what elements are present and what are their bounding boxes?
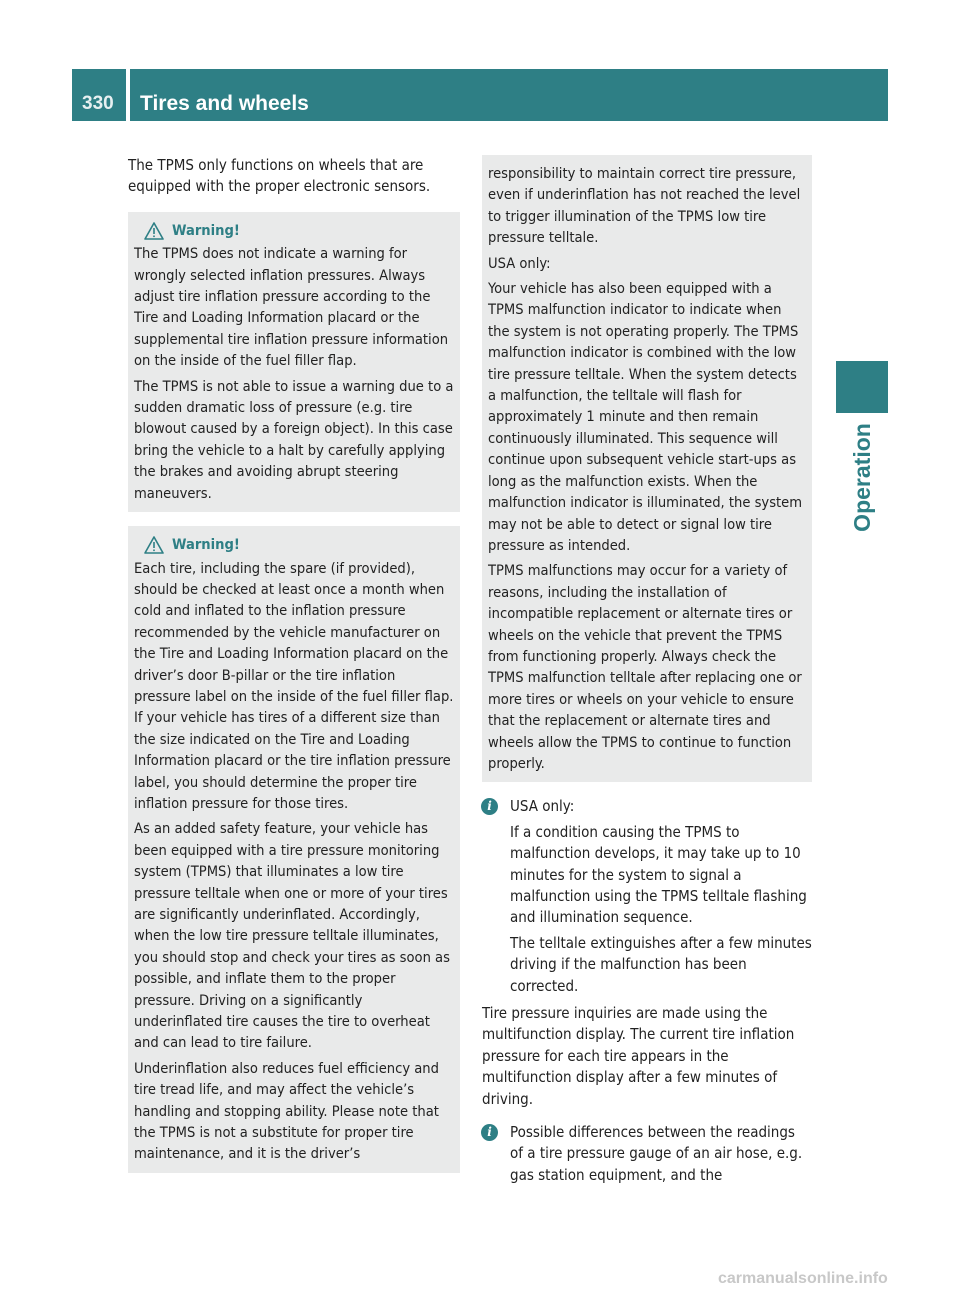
header-separator (126, 69, 130, 121)
warning-box-1 (128, 212, 460, 512)
right-column (482, 155, 812, 1192)
side-tab-label: Operation (848, 422, 875, 532)
warning-triangle-icon (144, 536, 164, 554)
left-column (128, 155, 460, 1187)
warning-title: Warning! (172, 536, 240, 554)
info-line: The telltale extinguishes after a few minutes driving if the malfunction has been corrected. (510, 933, 812, 995)
body-paragraph: Tire pressure inquiries are made using the multifunction display. The current tire inflation pressure for each tire appears in the multifunction display after a few minutes of driving. (482, 1004, 795, 1108)
info-note-2 (482, 1122, 812, 1186)
warning-paragraph: The TPMS does not indicate a warning for wrongly selected inflation pressures. Always adjust tire inflation pressure according to the Tire and Loading Information placard or the supplemental tire inflation pressure information on the inside of the fuel filler flap. (134, 245, 449, 370)
warning-paragraph: Each tire, including the spare (if provided), should be checked at least once a month when cold and inflated to the inflation pressure recommended by the vehicle manufacturer on the Tire and Loading Information placard on the driver’s door B-pillar or the tire inflation pressure label on the inside of the fuel filler flap. If your vehicle has tires of a different size than the size indicated on the Tire and Loading Information placard or the tire inflation pressure label, you should determine the proper tire inflation pressure for those tires. (134, 559, 454, 812)
info-line: If a condition causing the TPMS to malfunction develops, it may take up to 10 minutes for the system to signal a malfunction using the TPMS telltale flashing and illumination sequence. (510, 822, 807, 927)
info-note-1 (482, 796, 812, 997)
info-icon: i (481, 1124, 498, 1141)
intro-paragraph: The TPMS only functions on wheels that are equipped with the proper electronic sensors. (128, 156, 431, 196)
warning-heading (144, 220, 454, 241)
warning-box-continued (482, 155, 812, 782)
watermark: carmanualsonline.info (718, 1270, 888, 1287)
warning-box-2 (128, 526, 460, 1173)
warning-paragraph: As an added safety feature, your vehicle has been equipped with a tire pressure monitoring system (TPMS) that illuminates a low tire pressure telltale when one or more of your tires are significantly underinflated. Accordingly, when the low tire pressure telltale illuminates, you should stop and check your tires as soon as possible, and inflate them to the proper pressure. Driving on a significantly underinflated tire causes the tire to overheat and can lead to tire failure. (134, 820, 450, 1052)
info-body (496, 796, 812, 997)
side-tab-marker (836, 361, 888, 413)
info-line: Possible differences between the readings of a tire pressure gauge of an air hose, e.g. gas station equipment, and the (510, 1123, 803, 1184)
info-line: USA only: (510, 797, 575, 816)
info-body (496, 1122, 812, 1186)
warning-title: Warning! (172, 221, 240, 239)
warning-triangle-icon (144, 222, 164, 240)
warning-paragraph: Your vehicle has also been equipped with a TPMS malfunction indicator to indicate when the system is not operating properly. The TPMS malfunction indicator is combined with the low tire pressure telltale. When the system detects a malfunction, the telltale will flash for approximately 1 minute and then remain continuously illuminated. This sequence will continue upon subsequent vehicle start-ups as long as the malfunction exists. When the malfunction indicator is illuminated, the system may not be able to detect or signal low tire pressure as intended. (488, 280, 803, 554)
warning-paragraph: TPMS malfunctions may occur for a variety of reasons, including the installation of incompatible replacement or alternate tires or wheels on the vehicle that prevent the TPMS from functioning properly. Always check the TPMS malfunction telltale after replacing one or more tires or wheels on your vehicle to ensure that the replacement or alternate tires and wheels allow the TPMS to continue to function properly. (488, 562, 802, 772)
page-number: 330 (82, 93, 114, 114)
warning-paragraph: USA only: (488, 254, 551, 272)
section-title: Tires and wheels (140, 92, 309, 115)
side-tab (836, 414, 888, 540)
warning-paragraph: The TPMS is not able to issue a warning due to a sudden dramatic loss of pressure (e.g. tire blowout caused by a foreign object). In this case bring the vehicle to a halt by carefully applying the brakes and avoiding abrupt steering maneuvers. (134, 377, 454, 502)
warning-paragraph: responsibility to maintain correct tire pressure, even if underinflation has not reached the level to trigger illumination of the TPMS low tire pressure telltale. (488, 165, 801, 247)
info-icon: i (481, 798, 498, 815)
warning-paragraph: Underinflation also reduces fuel efficiency and tire tread life, and may affect the vehicle’s handling and stopping ability. Please note that the TPMS is not a substitute for proper tire maintenance, and it is the driver’s (134, 1059, 439, 1163)
warning-heading (144, 534, 454, 555)
